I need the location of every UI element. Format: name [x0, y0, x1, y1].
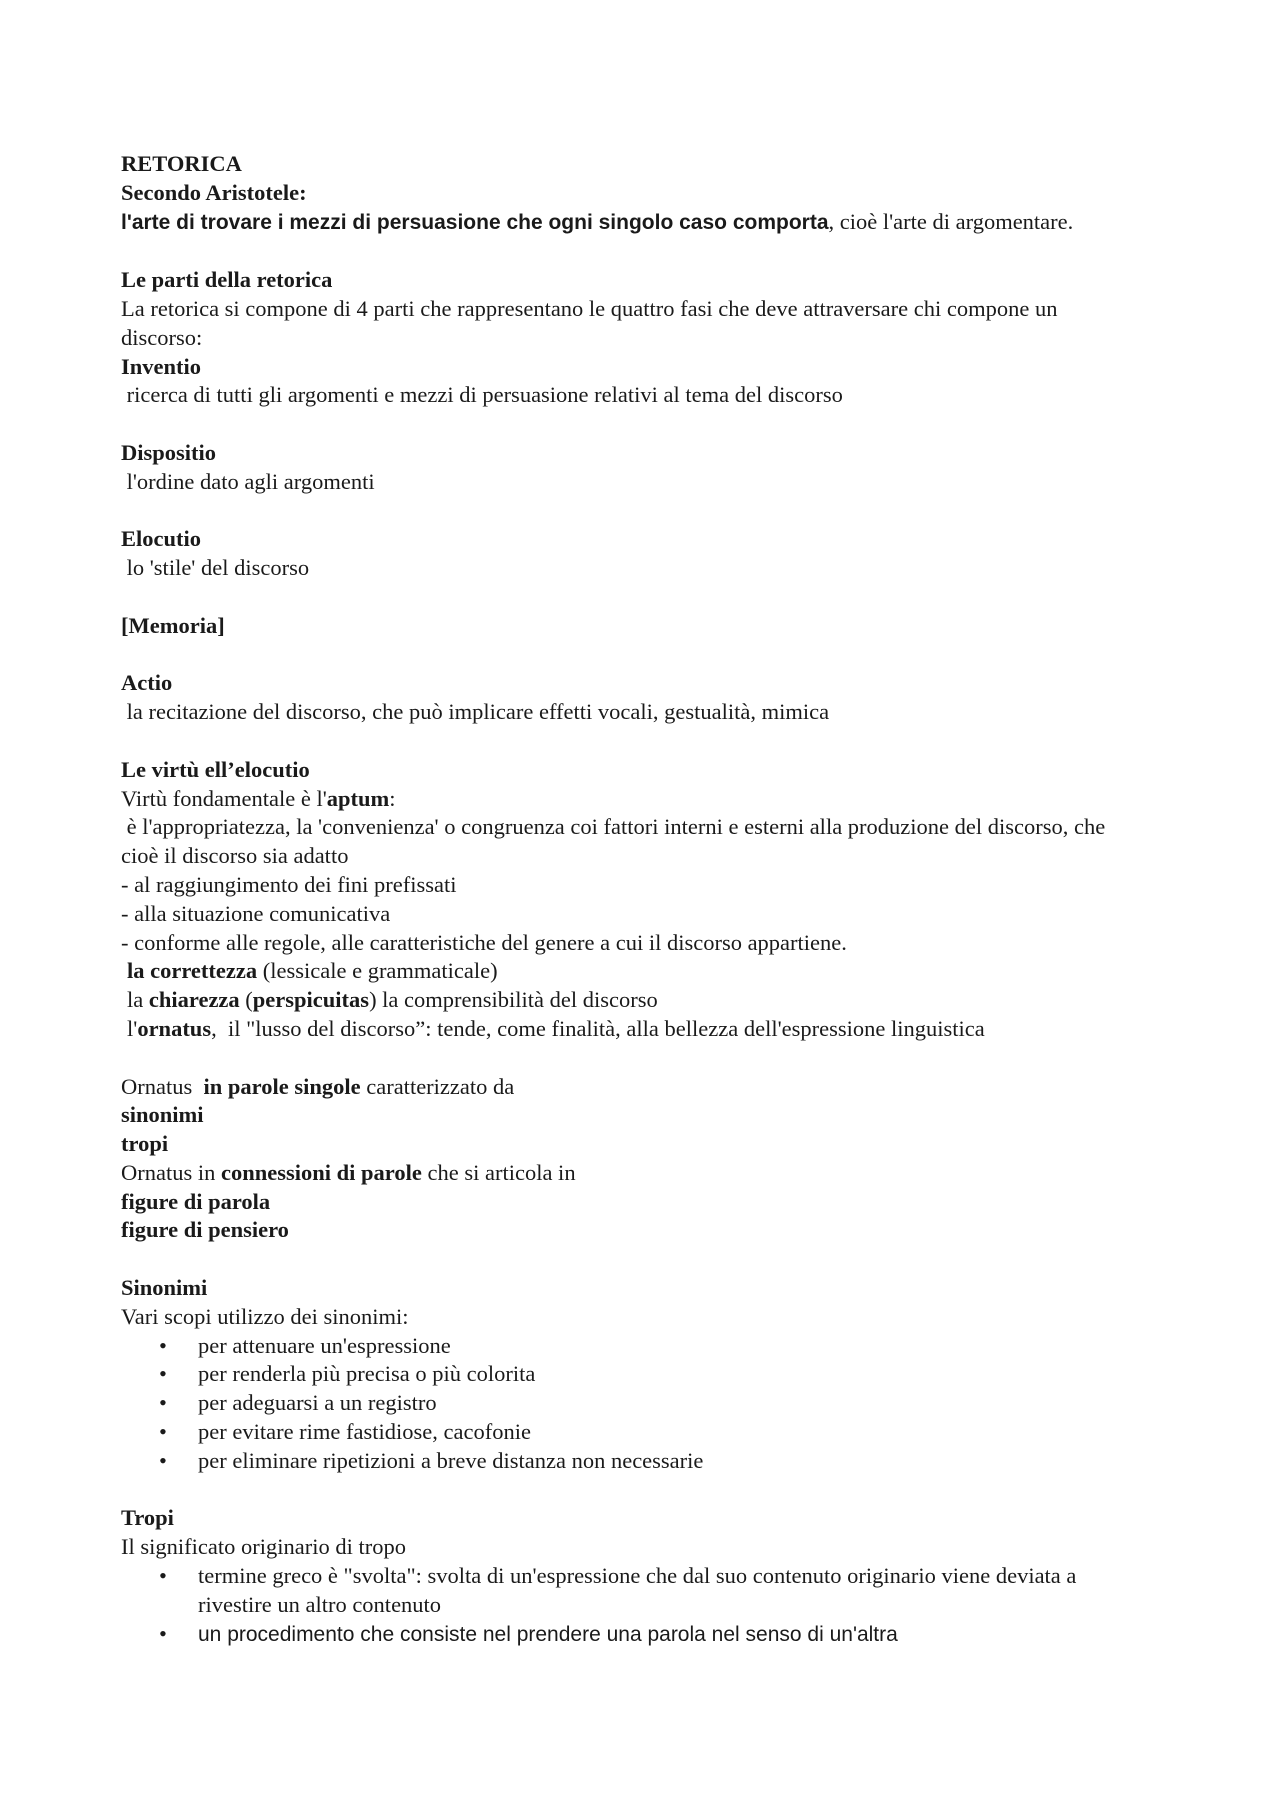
- fund-suffix: :: [389, 785, 396, 811]
- ornatus-line2-pre: Ornatus in: [121, 1159, 221, 1185]
- list-item-text: per attenuare un'espressione: [198, 1332, 451, 1358]
- section-heading-parti: Le parti della retorica: [121, 267, 333, 293]
- ornatus-line2-rest: che si articola in: [421, 1159, 576, 1185]
- aptum-item: - conforme alle regole, alle caratteristiche del genere a cui il discorso appartiene.: [121, 929, 847, 955]
- tropi-list: [121, 1562, 1131, 1649]
- term-connessioni: connessioni di parole: [221, 1159, 422, 1185]
- term-memoria: [Memoria]: [121, 612, 225, 638]
- sinonimi-list: [121, 1332, 1131, 1476]
- list-item-text: termine greco è "svolta": svolta di un'espressione che dal suo contenuto originario viene deviata a rivestire un altro contenuto: [198, 1563, 1077, 1617]
- bullet-icon: •: [159, 1390, 167, 1416]
- list-item: [121, 1620, 1131, 1650]
- ornatus-pre: l': [127, 1015, 138, 1041]
- correttezza-line: [121, 957, 1131, 986]
- term-dispositio: Dispositio: [121, 439, 217, 465]
- term-actio: Actio: [121, 670, 173, 696]
- correttezza-rest: (lessicale e grammaticale): [257, 958, 498, 984]
- desc-inventio: ricerca di tutti gli argomenti e mezzi di persuasione relativi al tema del discorso: [121, 382, 843, 408]
- fund-prefix: Virtù fondamentale è l': [121, 785, 327, 811]
- ornatus-line1-pre: Ornatus: [121, 1073, 204, 1099]
- list-item: [121, 1562, 1131, 1620]
- document-title: RETORICA: [121, 151, 242, 176]
- term-figure-parola: figure di parola: [121, 1188, 271, 1214]
- term-elocutio: Elocutio: [121, 526, 202, 552]
- definition-paragraph: [121, 208, 1131, 238]
- ornatus-singole-line: [121, 1073, 1131, 1102]
- term-chiarezza: chiarezza: [148, 987, 240, 1013]
- term-perspicuitas: perspicuitas: [252, 987, 370, 1013]
- desc-actio: la recitazione del discorso, che può implicare effetti vocali, gestualità, mimica: [121, 699, 830, 725]
- bullet-icon: •: [159, 1361, 167, 1387]
- ornatus-line: [121, 1015, 1131, 1044]
- desc-elocutio: lo 'stile' del discorso: [121, 555, 310, 581]
- list-item: [121, 1418, 1131, 1447]
- list-item-text: per renderla più precisa o più colorita: [198, 1361, 536, 1387]
- ornatus-connessioni-line: [121, 1159, 1131, 1188]
- aptum-definition: è l'appropriatezza, la 'convenienza' o congruenza coi fattori interni e esterni alla produzione del discorso, che cioè il discorso sia adatto: [121, 814, 1111, 869]
- bullet-icon: •: [159, 1332, 167, 1358]
- list-item: [121, 1360, 1131, 1389]
- ornatus-line1-rest: caratterizzato da: [360, 1073, 515, 1099]
- sinonimi-intro: Vari scopi utilizzo dei sinonimi:: [121, 1303, 409, 1329]
- definition-bold: l'arte di trovare i mezzi di persuasione che ogni singolo caso comporta: [121, 210, 829, 234]
- term-correttezza: la correttezza: [127, 958, 258, 984]
- desc-dispositio: l'ordine dato agli argomenti: [121, 468, 375, 494]
- section-heading-sinonimi: Sinonimi: [121, 1275, 208, 1301]
- document-page: [121, 150, 1131, 1649]
- bullet-icon: •: [159, 1563, 167, 1589]
- list-item: [121, 1447, 1131, 1476]
- list-item-text: un procedimento che consiste nel prendere una parola nel senso di un'altra: [198, 1622, 898, 1646]
- virtu-fondamentale: [121, 785, 1131, 814]
- chiarezza-pre: la: [127, 987, 149, 1013]
- term-inventio: Inventio: [121, 353, 202, 379]
- term-parole-singole: in parole singole: [203, 1073, 361, 1099]
- definition-rest: , cioè l'arte di argomentare.: [828, 208, 1074, 234]
- section-heading-tropi: Tropi: [121, 1505, 174, 1531]
- bullet-icon: •: [159, 1620, 167, 1646]
- bullet-icon: •: [159, 1447, 167, 1473]
- tropi-intro: Il significato originario di tropo: [121, 1534, 406, 1560]
- list-item-text: per adeguarsi a un registro: [198, 1390, 437, 1416]
- term-tropi: tropi: [121, 1131, 169, 1157]
- bullet-icon: •: [159, 1419, 167, 1445]
- chiarezza-open: (: [239, 987, 253, 1013]
- ornatus-rest: , il "lusso del discorso”: tende, come finalità, alla bellezza dell'espressione linguistica: [211, 1015, 985, 1041]
- list-item: [121, 1332, 1131, 1361]
- list-item-text: per evitare rime fastidiose, cacofonie: [198, 1419, 531, 1445]
- term-ornatus: ornatus: [137, 1015, 212, 1041]
- aptum-item: - al raggiungimento dei fini prefissati: [121, 871, 457, 897]
- aptum-item: - alla situazione comunicativa: [121, 900, 391, 926]
- section-heading-virtu: Le virtù ell’elocutio: [121, 756, 310, 782]
- term-aptum: aptum: [326, 785, 390, 811]
- chiarezza-rest: ) la comprensibilità del discorso: [369, 987, 658, 1013]
- term-sinonimi: sinonimi: [121, 1102, 204, 1128]
- parti-intro: La retorica si compone di 4 parti che rappresentano le quattro fasi che deve attraversare chi compone un discorso:: [121, 295, 1064, 350]
- term-figure-pensiero: figure di pensiero: [121, 1217, 289, 1243]
- subtitle: Secondo Aristotele:: [121, 179, 307, 205]
- list-item-text: per eliminare ripetizioni a breve distanza non necessarie: [198, 1447, 704, 1473]
- chiarezza-line: [121, 986, 1131, 1015]
- list-item: [121, 1389, 1131, 1418]
